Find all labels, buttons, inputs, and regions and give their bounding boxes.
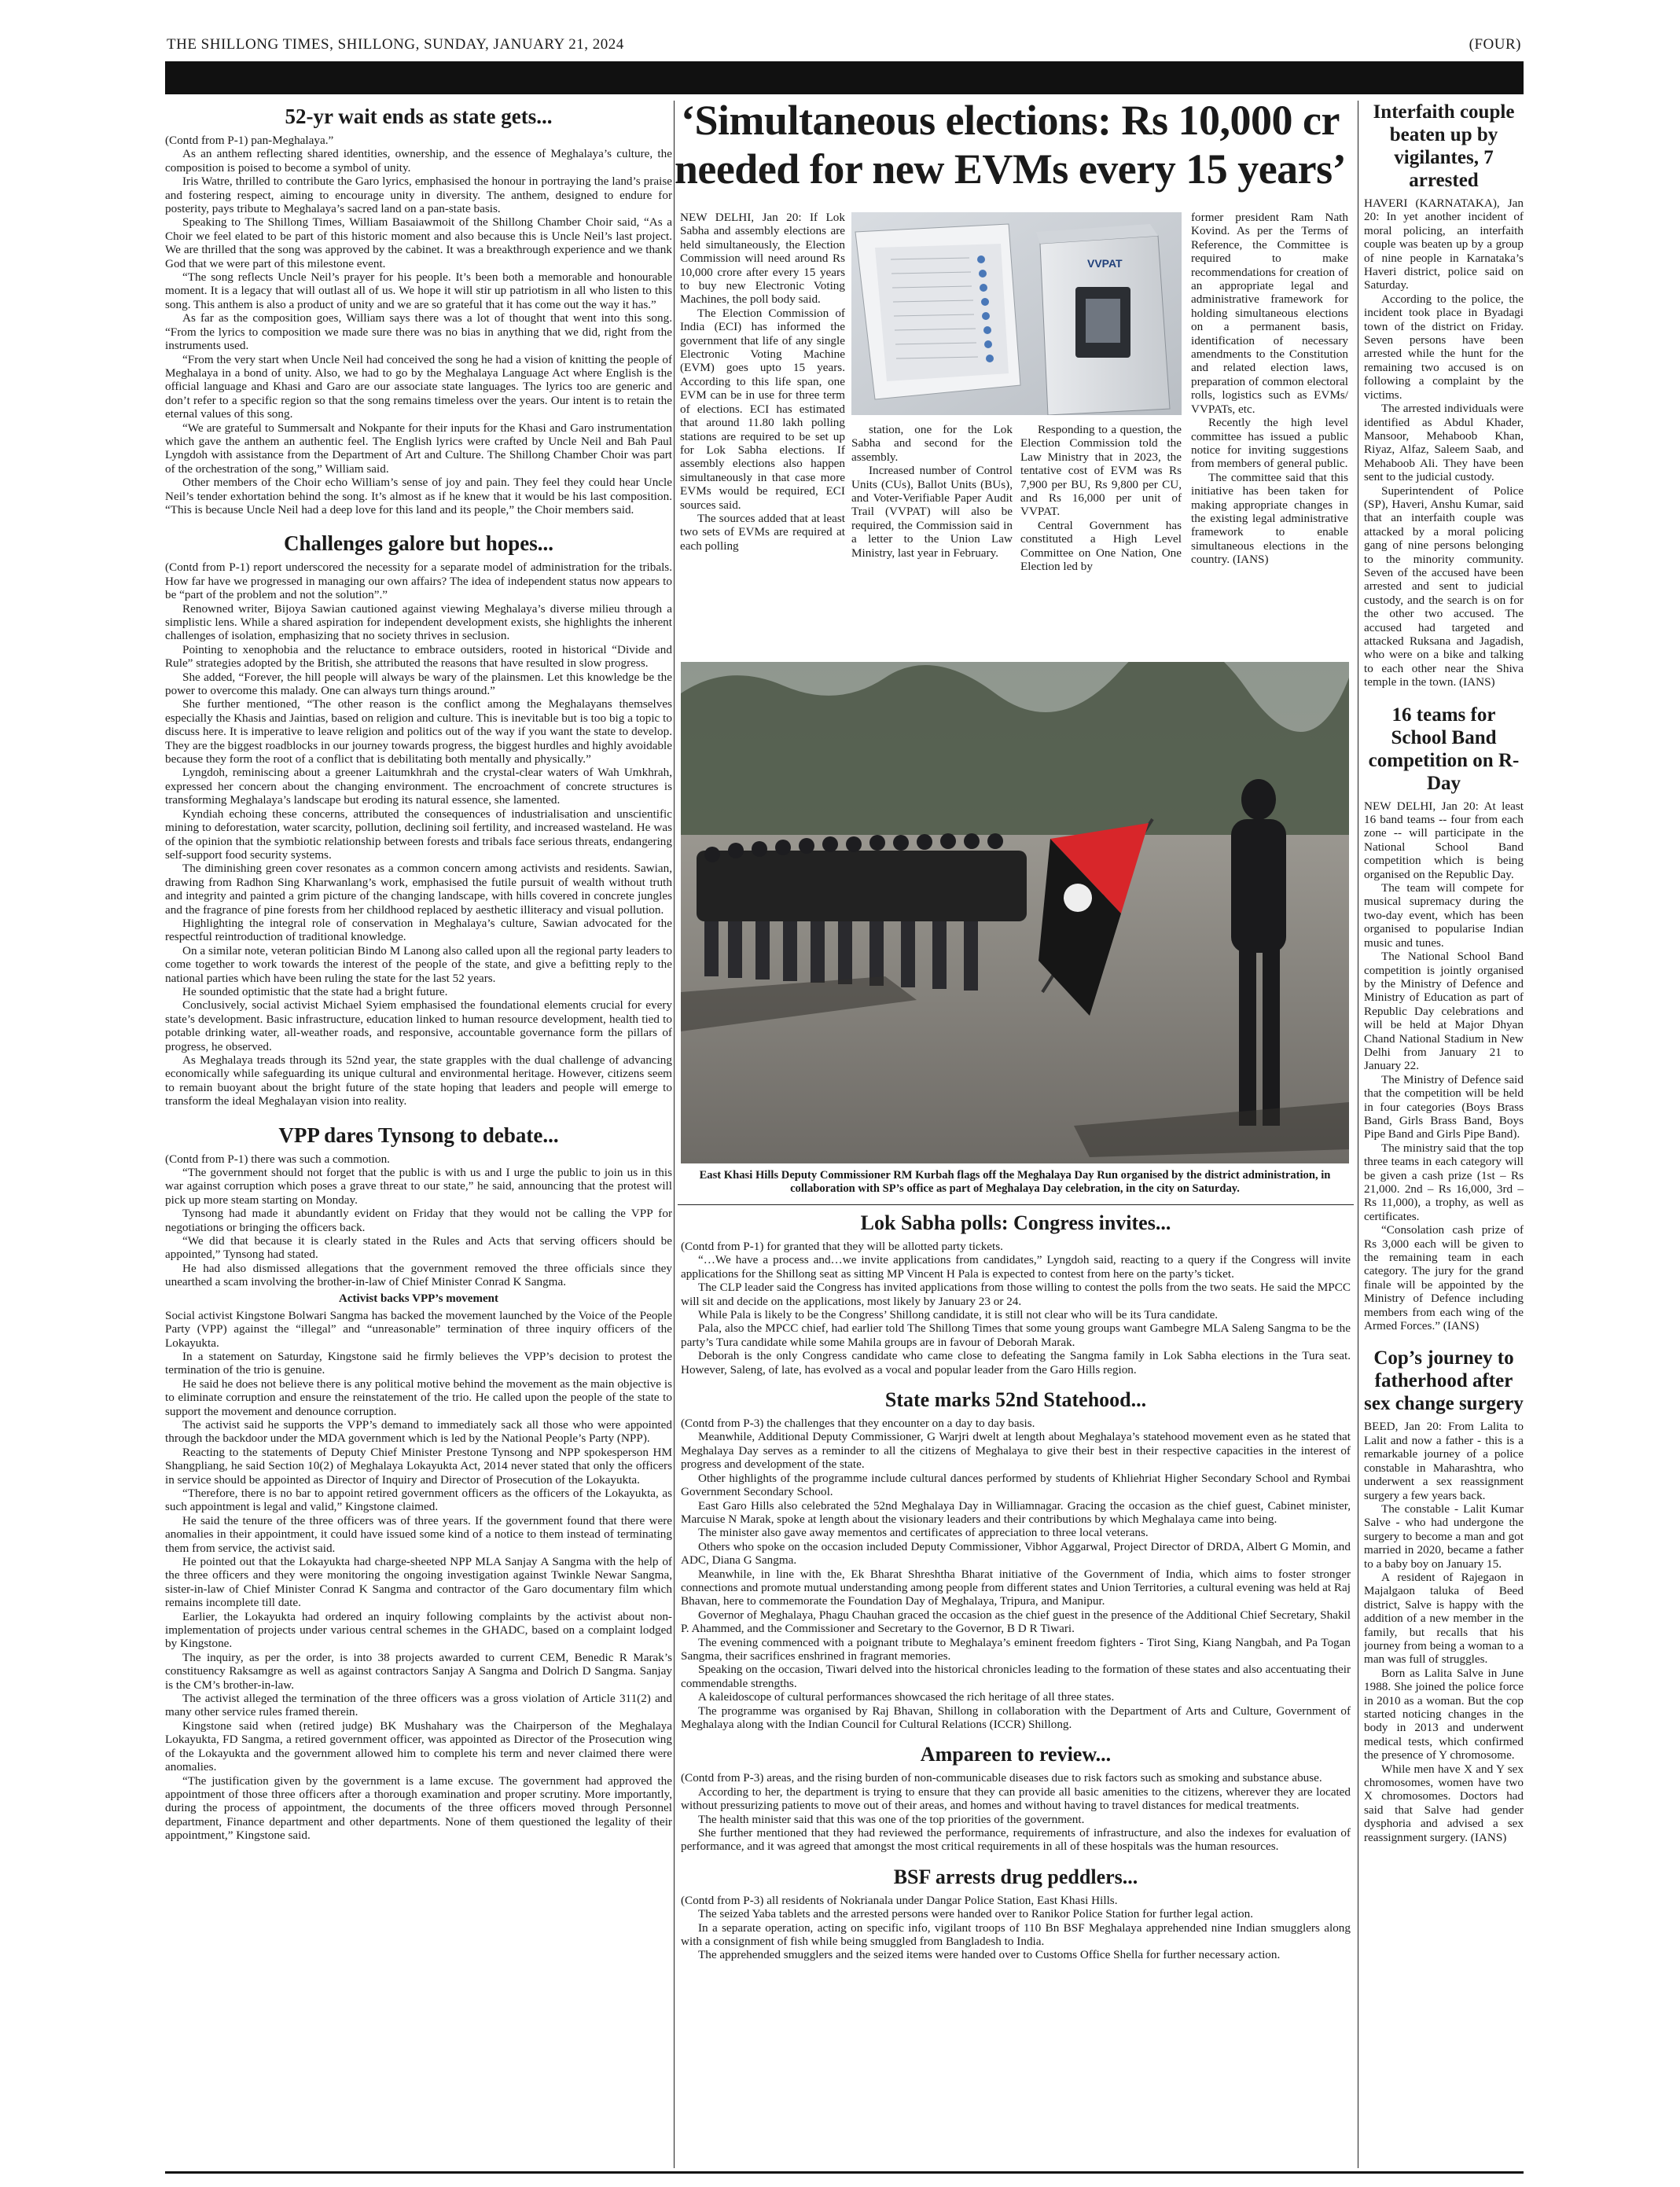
svg-text:VVPAT: VVPAT	[1087, 257, 1123, 270]
paragraph: In a separate operation, acting on specific info, vigilant troops of 110 Bn BSF Meghalaya apprehended nine Indian smugglers along with a consignment of fish while being smuggled from Bangladesh to India.	[681, 1921, 1351, 1949]
paragraph: The Ministry of Defence said that the competition will be held in four categories (Boys Brass Band, Girls Brass Band, Boys Pipe Band and Girls Pipe Band).	[1364, 1072, 1524, 1141]
paragraph: BEED, Jan 20: From Lalita to Lalit and now a father - this is a remarkable journey of a police constable in Maharashtra, who underwent a sex reassignment surgery a few years back.	[1364, 1420, 1524, 1502]
paragraph: Governor of Meghalaya, Phagu Chauhan graced the occasion as the chief guest in the presence of the Additional Chief Secretary, Shakil P. Ahammed, and the Commissioner and Secretary to the Governor, B D R Tiwari.	[681, 1608, 1351, 1636]
sub-heading: Activist backs VPP’s movement	[339, 1292, 498, 1305]
paragraph: He said the tenure of the three officers was of three years. If the government found that there were anomalies in their appointment, it could have issued some kind of a notice to them instead of terminating them from service, the activist said.	[165, 1513, 672, 1555]
paragraph: The sources added that at least two sets of EVMs are required at each polling	[680, 511, 845, 553]
paragraph: Social activist Kingstone Bolwari Sangma has backed the movement launched by the Voice of the People Party (VPP) against the “illegal” and “unreasonable” termination of three inquiry officers of the Lokayukta.	[165, 1308, 672, 1350]
paragraph: He had also dismissed allegations that the government removed the three officials since they unearthed a scam involving the brother-in-law of Chief Minister Conrad K Sangma.	[165, 1261, 672, 1289]
header-bar	[165, 61, 1524, 94]
paragraph: According to her, the department is trying to ensure that they can provide all basic amenities to the citizens, wherever they are located without pressurizing patients to move out of their areas, and homes and without having to travel distances for medical treatments.	[681, 1785, 1351, 1813]
lead-col-b	[851, 423, 1013, 619]
paragraph: Meanwhile, in line with the, Ek Bharat Shreshtha Bharat initiative of the Government of India, which aims to foster stronger connections and promote mutual understanding among people from different states and Union Territories, a cultural evening was held at Raj Bhavan, here to commemorate the Foundation Day of Meghalaya, Tripura, and Manipur.	[681, 1567, 1351, 1608]
paragraph: Pointing to xenophobia and the reluctance to embrace outsiders, rooted in historical “Divide and Rule” strategies adopted by the British, she attributed the reasons that have resulted in slow progress.	[165, 642, 672, 671]
paragraph: (Contd from P-1) for granted that they will be allotted party tickets.	[681, 1240, 1003, 1253]
story-title: BSF arrests drug peddlers...	[893, 1865, 1138, 1888]
paragraph: The apprehended smugglers and the seized items were handed over to Customs Office Shella for further necessary action.	[698, 1948, 1281, 1962]
photo-caption: East Khasi Hills Deputy Commissioner RM Kurbah flags off the Meghalaya Day Run organised by the district administration, in collaboration with SP’s office as part of Meghalaya Day celebration, in the city on Saturday.	[699, 1169, 1331, 1195]
paragraph: “From the very start when Uncle Neil had conceived the song he had a vision of knitting the people of Meghalaya in a bond of unity. Also, we had to go by the Meghalaya Language Act where English is the official language and Khasi and Garo are our associate state languages. The lyrics too are generic and don’t refer to a specific region so that the song remains timeless over the years. Our intent is to retain the eternal values of this song.	[165, 352, 672, 421]
story-title: Cop’s journey to fatherhood after sex change surgery	[1364, 1347, 1524, 1415]
evm-machine-photo	[851, 212, 1182, 415]
section-divider	[678, 1204, 1354, 1205]
paragraph: “We did that because it is clearly stated in the Rules and Acts that serving officers should be appointed,” Tynsong had stated.	[165, 1234, 672, 1262]
meghalaya-flag-photo	[681, 662, 1349, 1163]
paragraph: While Pala is likely to be the Congress’ Shillong candidate, it is still not clear who will be its Tura candidate.	[698, 1308, 1219, 1322]
paragraph: The health minister said that this was one of the top priorities of the government.	[698, 1812, 1085, 1826]
paragraph: The constable - Lalit Kumar Salve - who had undergone the surgery to become a man and got married in 2020, became a father to a baby boy on January 15.	[1364, 1501, 1524, 1571]
story-title: 52-yr wait ends as state gets...	[285, 105, 553, 128]
masthead	[167, 36, 1521, 53]
paragraph: (Contd from P-3) areas, and the rising burden of non-communicable diseases due to risk factors such as smoking and substance abuse.	[681, 1771, 1322, 1785]
paragraph: Kingstone said when (retired judge) BK Mushahary was the Chairperson of the Meghalaya Lokayukta, FD Sangma, a retired government officer, was appointed as Director of the Prosecution wing of the Lokayukta and the government allowed him to complete his term and never claimed there were anomalies.	[165, 1718, 672, 1774]
paragraph: Conclusively, social activist Michael Syiem emphasised the foundational elements crucial for every state’s development. Basic infrastructure, education linked to human resource development, health tied to potable drinking water, all-weather roads, and responsive, accountable governance form the pillars of progress, he observed.	[165, 998, 672, 1053]
paragraph: The CLP leader said the Congress has invited applications from those willing to contest the polls from the two seats. He said the MPCC will sit and decide on the applications, most likely by January 23 or 24.	[681, 1281, 1351, 1308]
page-number: (FOUR)	[1469, 36, 1521, 53]
paragraph: As far as the composition goes, William says there was a lot of thought that went into this song. “From the lyrics to composition we made sure there was no bias in anything that we did, right from the instruments used.	[165, 311, 672, 353]
paragraph: Kyndiah echoing these concerns, attributed the consequences of industrialisation and unscientific mining to deforestation, water scarcity, pollution, declining soil fertility, and increased wasteland. He was of the opinion that the symbiotic relationship between forests and tribals face serious threats, endangering self-support food security systems.	[165, 807, 672, 862]
paragraph: “The justification given by the government is a lame excuse. The government had approved the appointment of those three officers after a thorough examination and proper scrutiny. More importantly, during the process of appointment, the documents of the three officers moved through Personnel department, Finance department and other departments. None of them questioned the legality of their appointment,” Kingstone said.	[165, 1773, 672, 1843]
story-body	[1364, 1420, 1524, 1844]
paragraph: Other highlights of the programme include cultural dances performed by students of Khliehriat Higher Secondary School and Rymbai Government Secondary School.	[681, 1471, 1351, 1499]
paragraph: The minister also gave away mementos and certificates of appreciation to three local veterans.	[698, 1526, 1149, 1540]
paragraph: Responding to a question, the Election Commission told the Law Ministry that in 2023, the tentative cost of EVM was Rs 7,900 per BU, Rs 9,800 per CU, and Rs 16,000 per unit of VVPAT.	[1020, 423, 1182, 519]
lead-col-c	[1020, 423, 1182, 619]
paragraph: Increased number of Control Units (CUs), Ballot Units (BUs), and Voter-Verifiable Paper Audit Trail (VVPAT) will also be required, the Commission said in a letter to the Union Law Ministry, last year in February.	[851, 464, 1013, 560]
paragraph: Iris Watre, thrilled to contribute the Garo lyrics, emphasised the honour in portraying the land’s praise and fostering respect, aiming to encourage unity in diversity. The anthem, designed to endure for posterity, pays tribute to Meghalaya’s sacred land on a pan-state basis.	[165, 175, 672, 216]
paragraph: Other members of the Choir echo William’s sense of joy and pain. They feel they could hear Uncle Neil’s tender exhortation behind the song. It’s almost as if he knew that it would be his last composition. “This is because Uncle Neil had a deep love for this land and its people,” the Choir members said.	[165, 476, 672, 516]
paragraph: (Contd from P-3) all residents of Nokrianala under Dangar Police Station, East Khasi Hills.	[681, 1893, 1118, 1907]
story-body	[165, 134, 672, 516]
story-title: VPP dares Tynsong to debate...	[278, 1123, 559, 1147]
paragraph: Born as Lalita Salve in June 1988. She joined the police force in 2010 as a woman. But the cop started noticing changes in the body in 2013 and underwent medical tests, which confirmed the presence of Y chromosome.	[1364, 1666, 1524, 1762]
right-column	[1364, 101, 1524, 2168]
column-1	[165, 104, 672, 2167]
paragraph: station, one for the Lok Sabha and second for the assembly.	[851, 423, 1013, 464]
lead-headline: ‘Simultaneous elections: Rs 10,000 cr needed for new EVMs every 15 years’	[674, 97, 1347, 193]
paragraph: Others who spoke on the occasion included Deputy Commissioner, Vibhor Aggarwal, Project Director of DRDA, Albert G Momin, and ADC, Diana G Sangma.	[681, 1539, 1351, 1568]
paragraph: Earlier, the Lokayukta had ordered an inquiry following complaints by the activist about non-implementation of projects under various central schemes in the GHADC, based on a complaint lodged by Kingstone.	[165, 1609, 672, 1651]
paragraph: While men have X and Y sex chromosomes, women have two X chromosomes. Doctors had said that Salve had gender dysphoria and advised a sex reassignment surgery. (IANS)	[1364, 1762, 1524, 1844]
masthead-date: THE SHILLONG TIMES, SHILLONG, SUNDAY, JANUARY 21, 2024	[167, 36, 624, 53]
paragraph: A kaleidoscope of cultural performances showcased the rich heritage of all three states.	[698, 1690, 1115, 1704]
paragraph: former president Ram Nath Kovind. As per the Terms of Reference, the Committee is required to make recommendations for creation of an appropriate legal and administrative framework for holding simultaneous elections on a permanent basis, identification of necessary amendments to the Constitution and related election laws, preparation of common electoral rolls, logistics such as EVMs/ VVPATs, etc.	[1191, 211, 1348, 416]
paragraph: The team will compete for musical supremacy during the two-day event, which has been organised to popularise Indian music and tunes.	[1364, 881, 1524, 950]
paragraph: She added, “Forever, the hill people will always be wary of the plainsmen. Let this knowledge be the power to overcome this malady. One can always turn things around.”	[165, 670, 672, 698]
paragraph: Deborah is the only Congress candidate who came close to defeating the Sangma family in Lok Sabha elections in the Tura seat. However, Saleng, of late, has evolved as a vocal and popular leader from the Garo Hills region.	[681, 1349, 1351, 1377]
paragraph: Tynsong had made it abundantly evident on Friday that they would not be calling the VPP for negotiations or bringing the officers back.	[165, 1207, 672, 1234]
paragraph: The activist alleged the termination of the three officers was a gross violation of Article 311(2) and many other service rules framed therein.	[165, 1692, 672, 1719]
paragraph: Pala, also the MPCC chief, had earlier told The Shillong Times that some young groups want Gambegre MLA Saleng Sangma to be the party’s Tura candidate while some Mahila groups are in favour of Deborah Marak.	[681, 1321, 1351, 1349]
paragraph: A resident of Rajegaon in Majalgaon taluka of Beed district, Salve is happy with the addition of a new member in the family, but recalls that his journey from being a woman to a man was full of struggles.	[1364, 1570, 1524, 1667]
paragraph: The programme was organised by Raj Bhavan, Shillong in collaboration with the Department of Arts and Culture, Government of Meghalaya along with the Indian Council for Cultural Relations (ICCR) Shillong.	[681, 1704, 1351, 1731]
paragraph: (Contd from P-1) report underscored the necessity for a separate model of administration for the tribals. How far have we progressed in managing our own affairs? The idea of independent status now appears to be “part of the problem and not the solution”.”	[165, 561, 672, 602]
paragraph: Speaking to The Shillong Times, William Basaiawmoit of the Shillong Chamber Choir said, “As a Choir we feel elated to be part of this historic moment and also because this is Uncle Neil’s last project. We are thrilled that the song was approved by the cabinet. It was a breakthrough experience and we thank God that we were part of this milestone event.	[165, 215, 672, 270]
paragraph: Reacting to the statements of Deputy Chief Minister Prestone Tynsong and NPP spokesperson HM Shangpliang, he said Section 10(2) of Meghalaya Lokayukta Act, 2014 never stated that only the officers in service should be appointed as Director of Inquiry and Director of Prosecution of the Lokayukta.	[165, 1445, 672, 1487]
paragraph: The seized Yaba tablets and the arrested persons were handed over to Ranikor Police Station for further legal action.	[698, 1907, 1253, 1921]
story-body	[165, 1152, 672, 1289]
lead-col-a	[680, 211, 845, 619]
paragraph: Superintendent of Police (SP), Haveri, Anshu Kumar, said that an interfaith couple was attacked by a moral policing gang of nine persons belonging to the minority community. Seven of the accused have been arrested and sent to judicial custody, and the search is on for the other two accused. The accused had targeted and attacked Ruksana and Jagadish, who were on a bike and talking to each other near the Shiva temple in the town. (IANS)	[1364, 483, 1524, 689]
paragraph: According to the police, the incident took place in Byadagi town of the district on Friday. Seven persons have been arrested while the hunt for the remaining two accused is on following a complaint by the victims.	[1364, 292, 1524, 402]
paragraph: “The song reflects Uncle Neil’s prayer for his people. It’s been both a memorable and honourable moment. It is a legacy that will outlast all of us. We hope it will stir up patriotism in all who listen to this song. This anthem is also a product of unity and we are so grateful that it has come out the way it has.”	[165, 270, 672, 311]
paragraph: NEW DELHI, Jan 20: If Lok Sabha and assembly elections are held simultaneously, the Election Commission will need around Rs 10,000 crore after every 15 years to buy new Electronic Voting Machines, the poll body said.	[680, 211, 845, 307]
paragraph: Highlighting the integral role of conservation in Meghalaya’s culture, Sawian advocated for the respectful reintroduction of traditional knowledge.	[165, 916, 672, 944]
evm-photo	[851, 212, 1182, 415]
paragraph: (Contd from P-1) pan-Meghalaya.”	[165, 134, 334, 147]
paragraph: He said he does not believe there is any political motive behind the movement as the main objective is to eliminate corruption and ensure the reinstatement of the trio. He called upon the people of the state to support the movement and denounce corruption.	[165, 1377, 672, 1418]
paragraph: Central Government has constituted a High Level Committee on One Nation, One Election led by	[1020, 518, 1182, 574]
column-divider	[674, 101, 675, 2168]
story-body	[681, 1417, 1351, 1731]
paragraph: Recently the high level committee has issued a public notice for inviting suggestions from members of general public.	[1191, 416, 1348, 471]
paragraph: “Consolation cash prize of Rs 3,000 each will be given to the remaining team in each category. The jury for the grand finale will be appointed by the Ministry of Defence including members from each wing of the Armed Forces.” (IANS)	[1364, 1223, 1524, 1333]
paragraph: Lyngdoh, reminiscing about a greener Laitumkhrah and the crystal-clear waters of Wah Umkhrah, expressed her concern about the changing environment. The encroachment of concrete structures is transforming Meghalaya’s landscape but eroding its natural essence, she lamented.	[165, 766, 672, 807]
story-title: Challenges galore but hopes...	[283, 531, 554, 556]
meghalaya-day-photo	[681, 662, 1349, 1163]
paragraph: (Contd from P-3) the challenges that they encounter on a day to day basis.	[681, 1417, 1035, 1431]
paragraph: “Therefore, there is no bar to appoint retired government officers as the officers of the Lokayukta, as such appointment is legal and valid,” Kingstone claimed.	[165, 1486, 672, 1514]
paragraph: HAVERI (KARNATAKA), Jan 20: In yet another incident of moral policing, an interfaith couple was beaten up by a group of nine people in Karnataka’s Haveri district, police said on Saturday.	[1364, 197, 1524, 292]
lead-col-d	[1191, 211, 1348, 619]
paragraph: NEW DELHI, Jan 20: At least 16 band teams -- four from each zone -- will participate in the National School Band competition which is being organised on the Republic Day.	[1364, 799, 1524, 881]
paragraph: Renowned writer, Bijoya Sawian cautioned against viewing Meghalaya’s diverse milieu through a simplistic lens. While a shared aspiration for independent development exists, she highlights the inherent challenges of isolation, emphasizing that no society thrives in seclusion.	[165, 601, 672, 643]
story-title: Interfaith couple beaten up by vigilantes, 7 arrested	[1373, 101, 1515, 191]
paragraph: The committee said that this initiative has been taken for making appropriate changes in the existing legal administrative framework to enable simultaneous elections in the country. (IANS)	[1191, 470, 1348, 567]
paragraph: She further mentioned that they had reviewed the performance, requirements of infrastructure, and also the indexes for evaluation of performance, and it was agreed that amongst the most critical requirements in all of these hospitals was the human resources.	[681, 1826, 1351, 1854]
paragraph: The ministry said that the top three teams in each category will be given a cash prize (1st – Rs 21,000. 2nd – Rs 16,000, 3rd – Rs 11,000), a trophy, as well as certificates.	[1364, 1141, 1524, 1223]
paragraph: The arrested individuals were identified as Abdul Khader, Mansoor, Mehaboob Khan, Riyaz, Alfaz, Saleem Saab, and Mehaboob Ali. They have been sent to the judicial custody.	[1364, 402, 1524, 484]
story-title: Lok Sabha polls: Congress invites...	[860, 1211, 1171, 1234]
paragraph: Meanwhile, Additional Deputy Commissioner, G Warjri dwelt at length about Meghalaya’s statehood movement even as he stated that Meghalaya Day serves as a reminder to all the citizens of Meghalaya to give their best in their respective capacities in the interest of progress and development of the state.	[681, 1430, 1351, 1472]
paragraph: “We are grateful to Summersalt and Nokpante for their inputs for the Khasi and Garo instrumentation which gave the anthem an authentic feel. The English lyrics were crafted by Uncle Neil and Bah Paul Lyngdoh with assistance from the Department of Art and Culture. The Shillong Chamber Choir was part of the orchestration of the song,” William said.	[165, 421, 672, 476]
paragraph: The inquiry, as per the order, is into 38 projects awarded to current CEM, Benedic R Marak’s constituency Raksamgre as well as against contractors Sanjay A Sangma and Dolrich D Sangma. Sanjay is the CM’s brother-in-law.	[165, 1650, 672, 1692]
story-body	[165, 561, 672, 1108]
paragraph: “The government should not forget that the public is with us and I urge the public to join us in this war against corruption which poses a grave threat to our state,” he said, announcing that the protest will pick up more steam starting on Monday.	[165, 1166, 672, 1207]
paragraph: Speaking on the occasion, Tiwari delved into the historical chronicles leading to the formation of these states and also accentuating their commendable strengths.	[681, 1663, 1351, 1690]
paragraph: “…We have a process and…we invite applications from candidates,” Lyngdoh said, reacting to a query if the Congress will invite applications for the Shillong seat as sitting MP Vincent H Pala is expected to contest from here on the party’s ticket.	[681, 1253, 1351, 1281]
paragraph: As an anthem reflecting shared identities, ownership, and the essence of Meghalaya’s culture, the composition is poised to become a symbol of unity.	[165, 147, 672, 175]
paragraph: (Contd from P-1) there was such a commotion.	[165, 1152, 390, 1166]
paragraph: As Meghalaya treads through its 52nd year, the state grapples with the dual challenge of advancing economically while safeguarding its unique cultural and environmental heritage. However, citizens seem to remain buoyant about the bright future of the state hoping that leaders and people will emerge to transform the ideal Meghalayan vision into reality.	[165, 1053, 672, 1108]
story-body	[165, 1309, 672, 1843]
story-body	[681, 1894, 1351, 1962]
story-title: Ampareen to review...	[920, 1743, 1112, 1766]
paragraph: The evening commenced with a poignant tribute to Meghalaya’s eminent freedom fighters - Tirot Sing, Kiang Nangbah, and Pa Togan Sangma, their sacrifices enshrined in fragrant memories.	[681, 1635, 1351, 1663]
story-body	[681, 1771, 1351, 1853]
paragraph: East Garo Hills also celebrated the 52nd Meghalaya Day in Williamnagar. Gracing the occasion as the chief guest, Cabinet minister, Marcuise N Marak, spoke at length about the visionary leaders and their contributions by which Meghalaya came into being.	[681, 1498, 1351, 1526]
paragraph: The Election Commission of India (ECI) has informed the government that life of any single Electronic Voting Machine (EVM) goes upto 15 years. According to this life span, one EVM can be in use for three term of elections. ECI has estimated that around 11.80 lakh polling stations are required to be set up for Lok Sabha elections. If assembly elections also happen simultaneously in that case more EVMs would be required, ECI sources said.	[680, 306, 845, 512]
footer-rule	[165, 2171, 1524, 2174]
story-title: 16 teams for School Band competition on R-Day	[1368, 704, 1520, 794]
story-body	[1364, 197, 1524, 689]
paragraph: She further mentioned, “The other reason is the conflict among the Meghalayans themselves especially the Khasis and Jaintias, based on religion and culture. This is inevitable but is too big a topic to discuss here. It is imperative to leave religion and politics out of the way if you want the state to develop. They are the biggest roadblocks in our journey towards progress, the biggest hurdles and highly avoidable because they form the root of a conflict that is debilitating both mentally and physically.”	[165, 697, 672, 766]
paragraph: He pointed out that the Lokayukta had charge-sheeted NPP MLA Sanjay A Sangma with the help of the three officers and they were monitoring the ongoing investigation against Twinkle Newar Sangma, sister-in-law of Chief Minister Conrad K Sangma and contractor of the Garo documentary film which remains incomplete till date.	[165, 1555, 672, 1610]
paragraph: The National School Band competition is jointly organised by the Ministry of Defence and Ministry of Education as part of Republic Day celebrations and will be held at Major Dhyan Chand National Stadium in New Delhi from January 21 to January 22.	[1364, 950, 1524, 1073]
paragraph: The activist said he supports the VPP’s demand to immediately sack all those who were appointed through the backdoor under the MDA government which is led by the National People’s Party (NPP).	[165, 1417, 672, 1446]
middle-stories	[681, 1211, 1351, 2166]
story-body	[681, 1240, 1351, 1377]
paragraph: He sounded optimistic that the state had a bright future.	[182, 984, 448, 998]
story-title: State marks 52nd Statehood...	[884, 1388, 1147, 1412]
story-body	[1364, 799, 1524, 1333]
paragraph: The diminishing green cover resonates as a common concern among activists and residents. Sawian, drawing from Radhon Sing Kharwanlang’s work, emphasised the futile pursuit of wealth without truth and integrity and painted a grim picture of the changing landscape, with hills covered in concrete jungles and the fragrance of pine forests from her childhood replaced by aesthetic illiteracy and visual pollution.	[165, 862, 672, 917]
paragraph: In a statement on Saturday, Kingstone said he firmly believes the VPP’s decision to protest the termination of the trio is genuine.	[165, 1349, 672, 1377]
paragraph: On a similar note, veteran politician Bindo M Lanong also called upon all the regional party leaders to come together to work towards the interest of the people of the state, and give a befitting reply to the national parties which have been ruling the state for the last 52 years.	[165, 943, 672, 985]
